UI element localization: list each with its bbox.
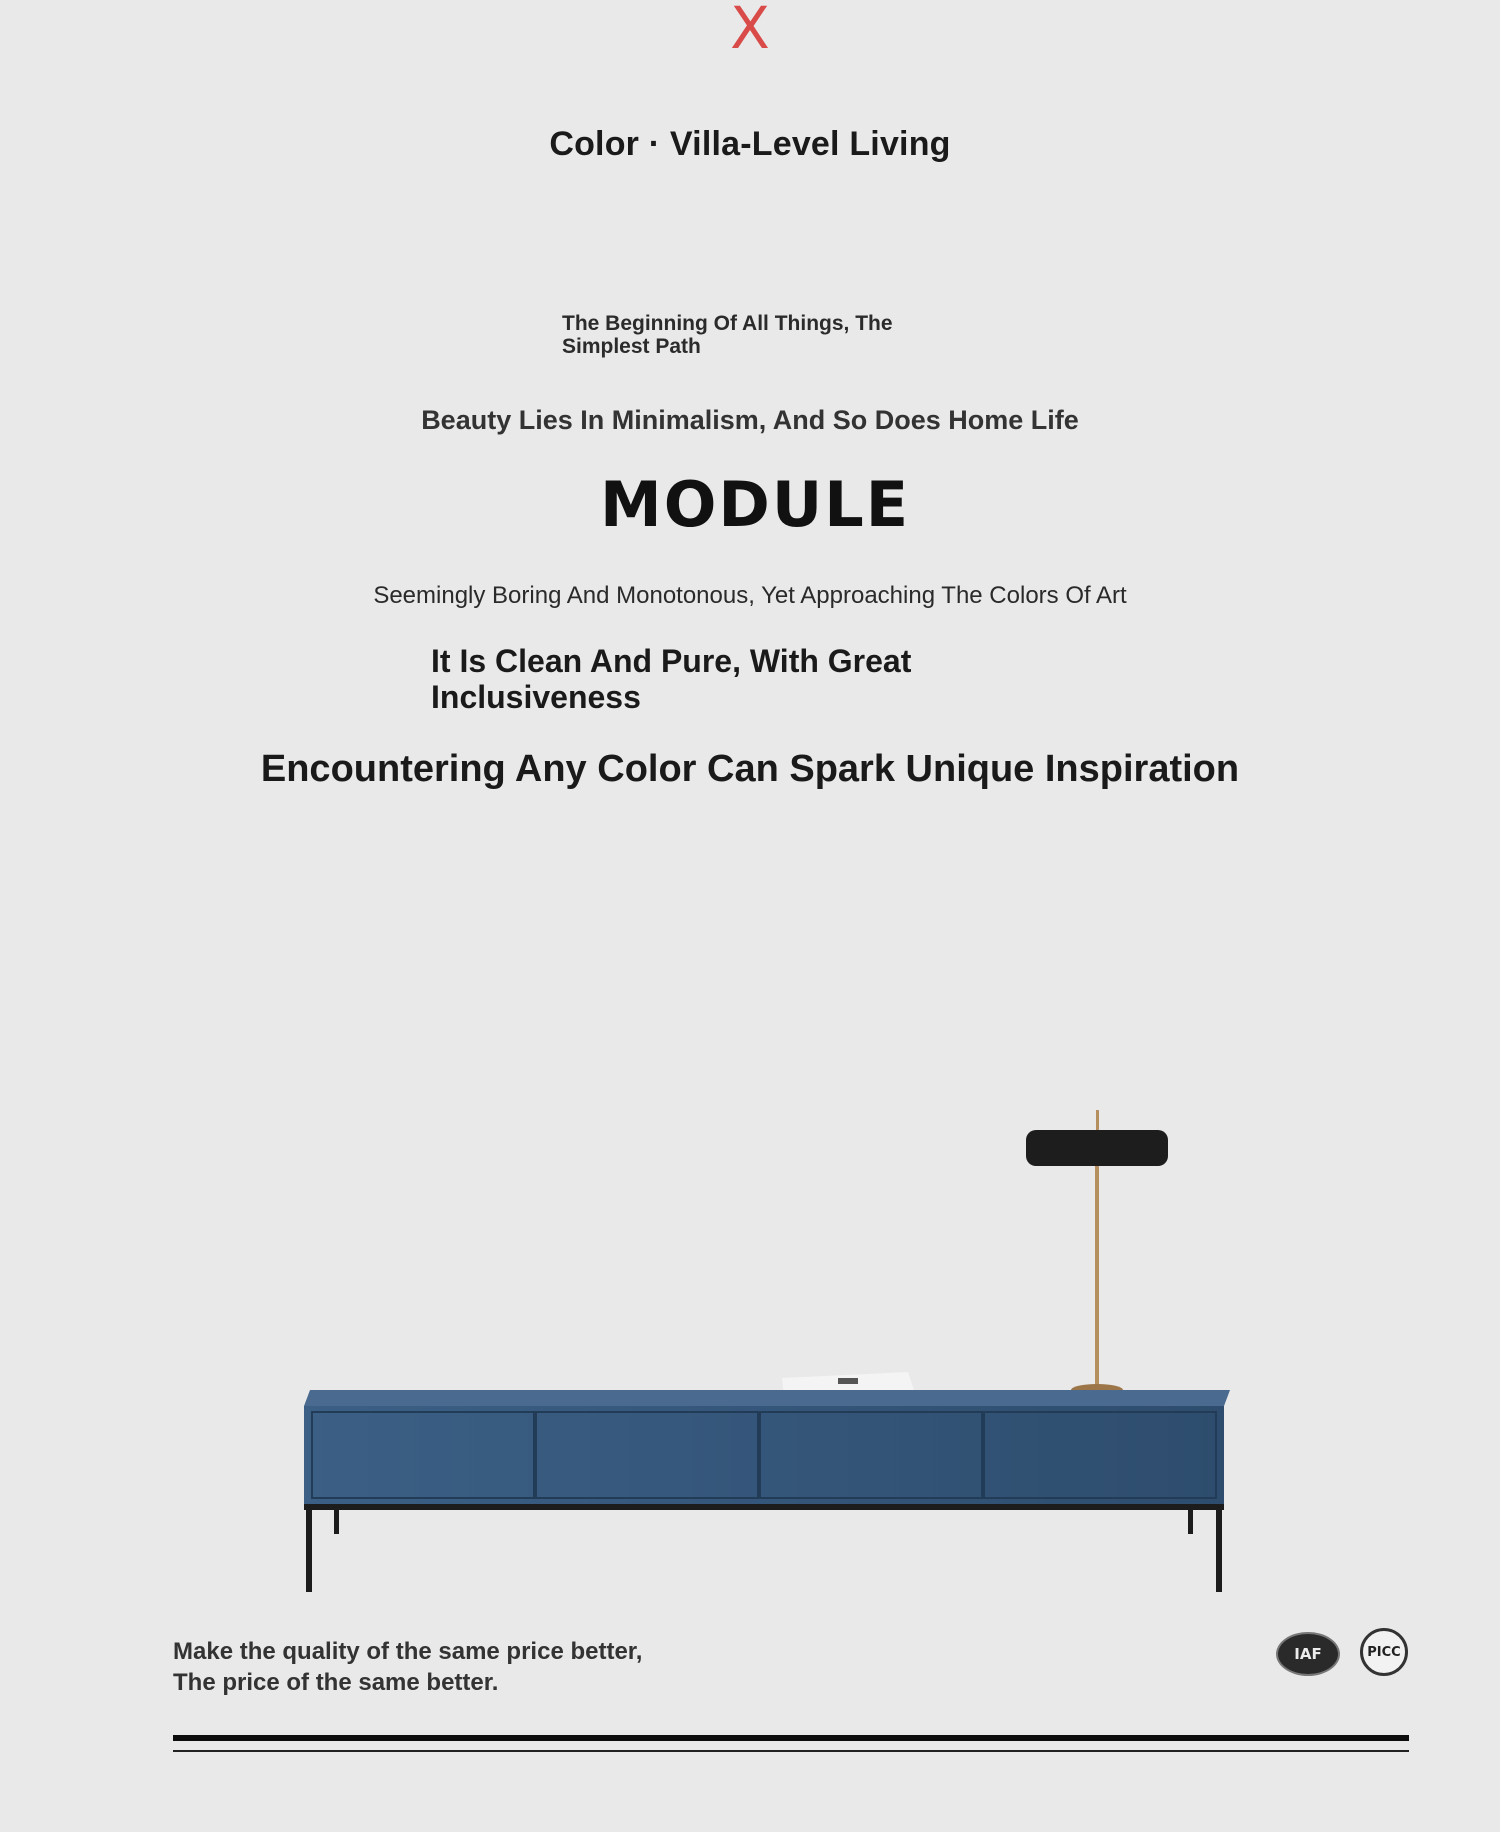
headline-beauty: Beauty Lies In Minimalism, And So Does Home Life	[421, 405, 1079, 435]
table-lamp	[1026, 1110, 1168, 1396]
product-image	[290, 1090, 1250, 1510]
cabinet-body	[304, 1406, 1224, 1506]
cabinet-top	[304, 1390, 1230, 1406]
footer-divider-thin	[173, 1750, 1409, 1752]
picc-badge-icon: PICC	[1360, 1628, 1408, 1676]
certification-badges	[1276, 1628, 1408, 1676]
headline-module: MODULE	[600, 468, 911, 541]
headline-title: Color · Villa-Level Living	[549, 125, 951, 163]
footer-divider-thick	[173, 1735, 1409, 1741]
headline-encounter: Encountering Any Color Can Spark Unique Inspiration	[260, 748, 1240, 790]
headline-clean: It Is Clean And Pure, With Great Inclusiveness	[431, 643, 912, 715]
headline-tagline-small: The Beginning Of All Things, The Simplest Path	[562, 312, 893, 358]
brand-logo-mark: X	[730, 0, 770, 62]
headline-boring: Seemingly Boring And Monotonous, Yet Approaching The Colors Of Art	[373, 582, 1127, 609]
cabinet-legs	[290, 1508, 1250, 1600]
iaf-badge-icon: IAF	[1276, 1632, 1340, 1676]
slogan-line-2: The price of the same better.	[173, 1669, 499, 1696]
slogan-line-1: Make the quality of the same price better,	[173, 1638, 643, 1665]
footer-slogan	[173, 1636, 773, 1698]
